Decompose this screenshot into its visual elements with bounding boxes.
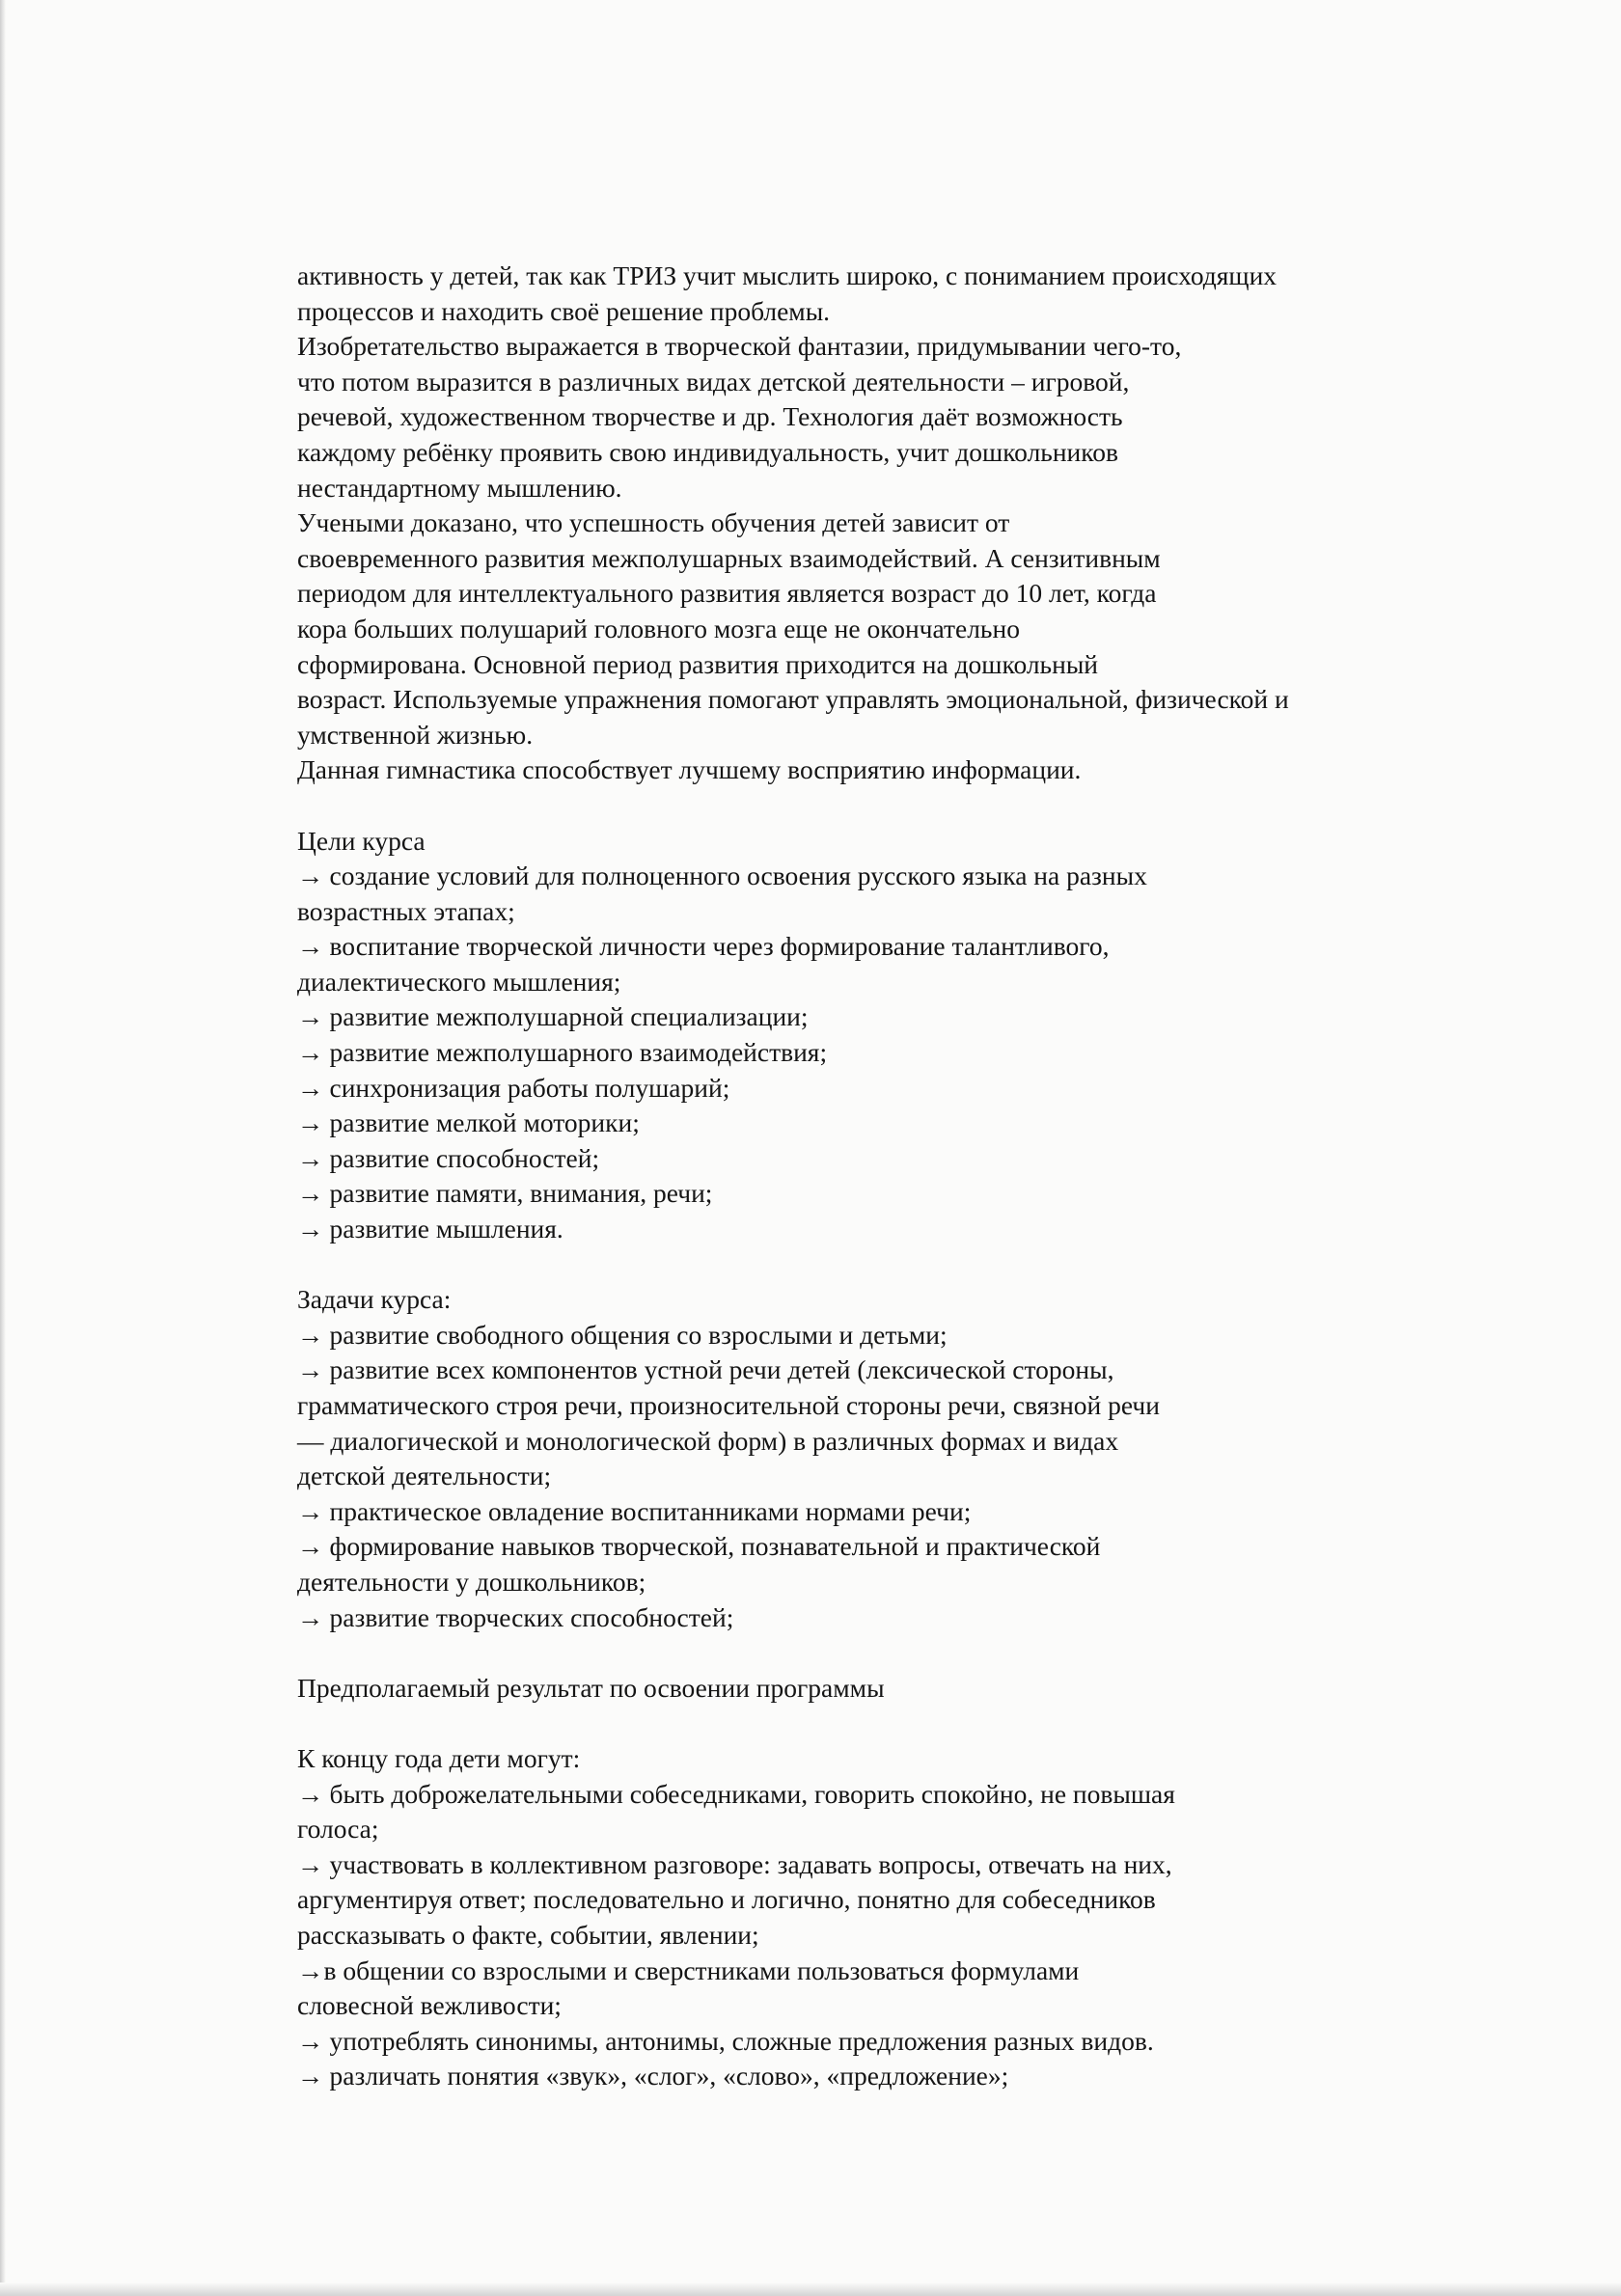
arrow-icon: → — [297, 1495, 324, 1526]
arrow-icon: → — [297, 1848, 324, 1879]
goals-list-item: → развитие памяти, внимания, речи; — [297, 1176, 1542, 1212]
goals-list-item: → развитие мелкой моторики; — [297, 1106, 1542, 1141]
tasks-heading: Задачи курса: — [297, 1284, 452, 1315]
document-page — [297, 259, 1542, 2094]
goals-list-item: → развитие межполушарной специализации; — [297, 999, 1542, 1035]
year-end-list-item: →в общении со взрослыми и сверстниками пользоваться формулами — [297, 1954, 1542, 1989]
goals-list-item: → воспитание творческой личности через формирование талантливого, — [297, 929, 1542, 965]
scan-edge-bottom — [0, 2282, 1621, 2296]
blank-line — [297, 1247, 1542, 1283]
goals-list-item: → развитие мышления. — [297, 1212, 1542, 1247]
year-end-list-item: → различать понятия «звук», «слог», «слово», «предложение»; — [297, 2059, 1542, 2094]
arrow-icon: → — [297, 861, 324, 891]
tasks-list-item-continued: грамматического строя речи, произносительной стороны речи, связной речи — [297, 1390, 1160, 1420]
arrow-icon: → — [297, 1319, 324, 1350]
intro-line: Учеными доказано, что успешность обучения детей зависит от — [297, 507, 1010, 538]
tasks-list-item-continued: — диалогической и монологической форм) в различных формах и видах — [297, 1425, 1119, 1456]
intro-line: каждому ребёнку проявить свою индивидуальность, учит дошкольников — [297, 436, 1118, 467]
arrow-icon: → — [297, 1531, 324, 1562]
year-end-list-item: → употреблять синонимы, антонимы, сложные предложения разных видов. — [297, 2024, 1542, 2060]
goals-heading: Цели курса — [297, 825, 426, 856]
intro-line: активность у детей, так как ТРИЗ учит мыслить широко, с пониманием происходящих — [297, 260, 1278, 290]
intro-line: нестандартному мышлению. — [297, 472, 622, 503]
arrow-icon: → — [297, 1778, 324, 1809]
tasks-list-item: → развитие творческих способностей; — [297, 1600, 1542, 1636]
arrow-icon: → — [297, 1354, 324, 1385]
year-end-list-item: → участвовать в коллективном разговоре: задавать вопросы, отвечать на них, — [297, 1847, 1542, 1883]
intro-line: Изобретательство выражается в творческой фантазии, придумывании чего-то, — [297, 331, 1182, 362]
goals-list-item: → создание условий для полноценного освоения русского языка на разных — [297, 859, 1542, 894]
intro-line: своевременного развития межполушарных взаимодействий. А сензитивным — [297, 542, 1161, 573]
blank-line — [297, 1635, 1542, 1671]
goals-list-item-continued: диалектического мышления; — [297, 966, 621, 997]
blank-line — [297, 1706, 1542, 1741]
tasks-list-item: → развитие свободного общения со взрослыми и детьми; — [297, 1318, 1542, 1353]
year-end-section — [297, 1741, 1542, 2094]
intro-paragraphs — [297, 259, 1542, 788]
intro-line: сформирована. Основной период развития приходится на дошкольный — [297, 648, 1099, 679]
intro-line: процессов и находить своё решение проблемы. — [297, 295, 831, 326]
goals-list-item: → синхронизация работы полушарий; — [297, 1071, 1542, 1107]
arrow-icon: → — [297, 931, 324, 962]
arrow-icon: → — [297, 1142, 324, 1173]
intro-line: кора больших полушарий головного мозга еще не окончательно — [297, 613, 1020, 643]
arrow-icon: → — [297, 1107, 324, 1138]
tasks-list-item: → практическое овладение воспитанниками нормами речи; — [297, 1494, 1542, 1530]
tasks-section — [297, 1282, 1542, 1635]
blank-line — [297, 788, 1542, 824]
year-end-list-item-continued: словесной вежливости; — [297, 1990, 562, 2021]
arrow-icon: → — [297, 2061, 324, 2091]
intro-line: возраст. Используемые упражнения помогают управлять эмоциональной, физической и — [297, 684, 1289, 715]
tasks-list-item: → развитие всех компонентов устной речи детей (лексической стороны, — [297, 1353, 1542, 1388]
result-heading: Предполагаемый результат по освоении программы — [297, 1672, 885, 1703]
tasks-list-item-continued: детской деятельности; — [297, 1461, 552, 1491]
arrow-icon: → — [297, 1001, 324, 1032]
year-end-list-item-continued: аргументируя ответ; последовательно и логично, понятно для собеседников — [297, 1884, 1156, 1915]
scan-edge-left — [0, 0, 6, 2296]
result-section — [297, 1671, 1542, 1707]
arrow-icon: → — [297, 2025, 324, 2056]
arrow-icon: → — [297, 1601, 324, 1632]
intro-line: речевой, художественном творчестве и др. Технология даёт возможность — [297, 401, 1123, 432]
arrow-icon: → — [297, 1214, 324, 1244]
arrow-icon: → — [297, 1037, 324, 1068]
arrow-icon: → — [297, 1072, 324, 1103]
tasks-list-item-continued: деятельности у дошкольников; — [297, 1566, 646, 1597]
year-end-heading: К концу года дети могут: — [297, 1742, 581, 1773]
intro-line: Данная гимнастика способствует лучшему восприятию информации. — [297, 754, 1082, 785]
arrow-icon: → — [297, 1178, 324, 1209]
tasks-list-item: → формирование навыков творческой, познавательной и практической — [297, 1529, 1542, 1565]
goals-list-item: → развитие способностей; — [297, 1141, 1542, 1177]
year-end-list-item-continued: голоса; — [297, 1814, 379, 1845]
intro-line: умственной жизнью. — [297, 719, 534, 750]
goals-list-item-continued: возрастных этапах; — [297, 895, 515, 926]
year-end-list-item-continued: рассказывать о факте, событии, явлении; — [297, 1919, 759, 1950]
arrow-icon: → — [297, 1954, 324, 1985]
goals-list-item: → развитие межполушарного взаимодействия; — [297, 1035, 1542, 1071]
year-end-list-item: → быть доброжелательными собеседниками, говорить спокойно, не повышая — [297, 1777, 1542, 1813]
goals-section — [297, 824, 1542, 1247]
intro-line: что потом выразится в различных видах детской деятельности – игровой, — [297, 366, 1130, 396]
intro-line: периодом для интеллектуального развития является возраст до 10 лет, когда — [297, 578, 1157, 609]
